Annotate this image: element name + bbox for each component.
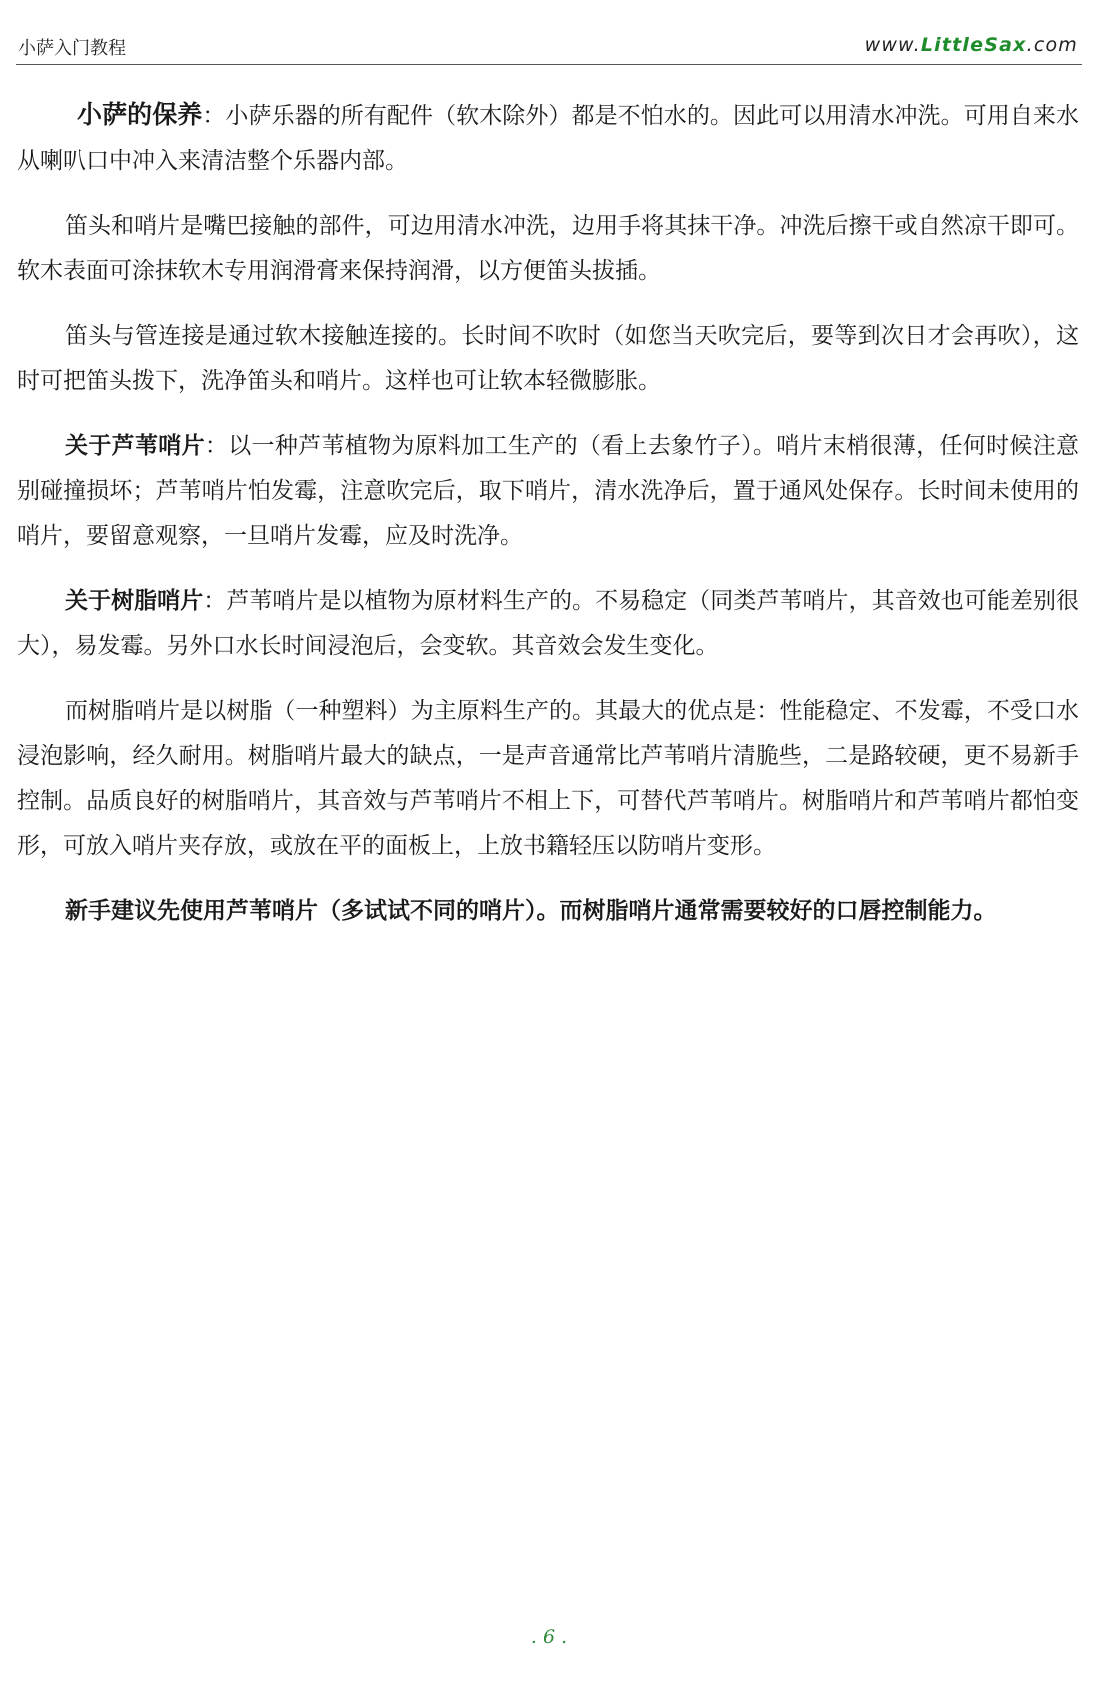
paragraph-mouthpiece-connection (17, 314, 1079, 404)
site-url[interactable] (865, 34, 1078, 56)
paragraph-lead: 关于树脂哨片 (65, 588, 204, 614)
paragraph-beginner-advice (17, 889, 1079, 934)
site-url-brand: LittleSax (920, 34, 1027, 56)
paragraph-resin-reed (17, 579, 1079, 669)
header-title: 小萨入门教程 (18, 38, 126, 59)
paragraph-lead: 关于芦苇哨片 (65, 433, 205, 459)
page-number: . 6 . (530, 1626, 568, 1648)
paragraph-text: 新手建议先使用芦苇哨片（多试试不同的哨片）。而树脂哨片通常需要较好的口唇控制能力。 (65, 898, 997, 924)
paragraph-text: 而树脂哨片是以树脂（一种塑料）为主原料生产的。其最大的优点是：性能稳定、不发霉，不受口水浸泡影响，经久耐用。树脂哨片最大的缺点，一是声音通常比芦苇哨片清脆些，二是路较硬，更不易新手控制。品质良好的树脂哨片，其音效与芦苇哨片不相上下，可替代芦苇哨片。树脂哨片和芦苇哨片都怕变形，可放入哨片夹存放，或放在平的面板上，上放书籍轻压以防哨片变形。 (17, 698, 1079, 859)
site-url-suffix: .com (1026, 34, 1078, 56)
page-header (16, 30, 1082, 65)
paragraph-lead: 小萨的保养 (77, 100, 203, 129)
document-body (17, 92, 1079, 954)
paragraph-text: 笛头和哨片是嘴巴接触的部件，可边用清水冲洗，边用手将其抹干净。冲洗后擦干或自然凉干即可。软木表面可涂抹软木专用润滑膏来保持润滑，以方便笛头拔插。 (17, 213, 1079, 284)
paragraph-text: ：以一种芦苇植物为原料加工生产的（看上去象竹子）。哨片末梢很薄，任何时候注意别碰撞损坏；芦苇哨片怕发霉，注意吹完后，取下哨片，清水洗净后，置于通风处保存。长时间未使用的哨片，要留意观察，一旦哨片发霉，应及时洗净。 (17, 433, 1080, 549)
paragraph-text: ：芦苇哨片是以植物为原材料生产的。不易稳定（同类芦苇哨片，其音效也可能差别很大），易发霉。另外口水长时间浸泡后，会变软。其音效会发生变化。 (17, 588, 1080, 659)
paragraph-cane-reed (17, 424, 1079, 559)
paragraph-text: ：小萨乐器的所有配件（软木除外）都是不怕水的。因此可以用清水冲洗。可用自来水从喇叭口中冲入来清洁整个乐器内部。 (17, 103, 1079, 174)
paragraph-maintenance (17, 92, 1079, 184)
paragraph-text: 笛头与管连接是通过软木接触连接的。长时间不吹时（如您当天吹完后，要等到次日才会再吹），这时可把笛头拨下，洗净笛头和哨片。这样也可让软本轻微膨胀。 (17, 323, 1079, 394)
site-url-prefix: www. (864, 34, 921, 56)
paragraph-resin-reed-details (17, 689, 1079, 869)
paragraph-mouthpiece-cleaning (17, 204, 1079, 294)
